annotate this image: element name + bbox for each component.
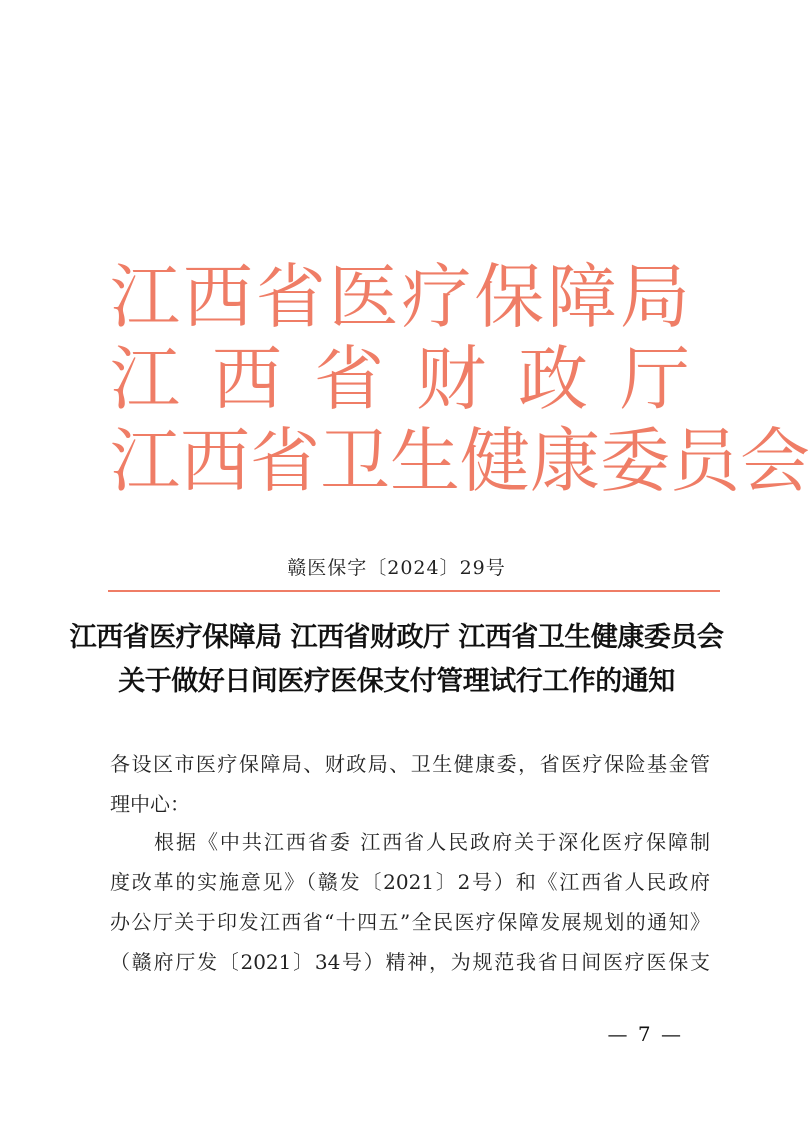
issuer-character: 江 <box>110 420 180 502</box>
body-paragraph <box>110 822 710 982</box>
red-divider-line <box>108 590 720 592</box>
issuer-character: 生 <box>390 420 460 502</box>
document-title-line-1: 江西省医疗保障局 江西省财政厅 江西省卫生健康委员会 <box>69 622 724 653</box>
issuer-character: 卫 <box>320 420 390 502</box>
issuer-character: 员 <box>670 420 740 502</box>
document-title-line-2: 关于做好日间医疗医保支付管理试行工作的通知 <box>118 666 675 697</box>
issuer-character: 障 <box>547 256 618 338</box>
issuer-character: 委 <box>600 420 670 502</box>
issuer-name-health-commission <box>110 420 810 502</box>
issuer-character: 医 <box>328 256 399 338</box>
issuer-character: 西 <box>180 420 250 502</box>
issuer-character: 省 <box>314 338 384 420</box>
issuer-character: 康 <box>530 420 600 502</box>
issuer-character: 江 <box>110 256 180 338</box>
salutation-line: 理中心： <box>110 792 190 816</box>
paragraph-line: （赣府厅发〔2021〕34号）精神，为规范我省日间医疗医保支 <box>110 950 710 974</box>
issuer-character: 省 <box>250 420 320 502</box>
issuer-character: 西 <box>212 338 282 420</box>
paragraph-line: 办公厅关于印发江西省“十四五”全民医疗保障发展规划的通知》 <box>110 910 710 934</box>
issuer-name-finance-department <box>110 338 690 420</box>
issuer-character: 健 <box>460 420 530 502</box>
issuer-character: 西 <box>182 256 253 338</box>
salutation <box>110 744 710 824</box>
issuer-character: 厅 <box>620 338 690 420</box>
issuer-character: 局 <box>619 256 690 338</box>
issuer-character: 会 <box>740 420 810 502</box>
paragraph-line: 根据《中共江西省委 江西省人民政府关于深化医疗保障制 <box>110 830 710 854</box>
issuer-character: 保 <box>474 256 545 338</box>
issuer-name-medical-security-bureau <box>110 256 690 338</box>
issuer-character: 财 <box>416 338 486 420</box>
issuer-character: 政 <box>518 338 588 420</box>
salutation-line: 各设区市医疗保障局、财政局、卫生健康委，省医疗保险基金管 <box>110 752 710 776</box>
document-number: 赣医保字〔2024〕29号 <box>287 557 506 579</box>
paragraph-line: 度改革的实施意见》（赣发〔2021〕2号）和《江西省人民政府 <box>110 870 710 894</box>
issuer-character: 省 <box>255 256 326 338</box>
issuer-character: 疗 <box>401 256 472 338</box>
page-number: — 7 — <box>607 1022 683 1046</box>
issuer-character: 江 <box>110 338 180 420</box>
